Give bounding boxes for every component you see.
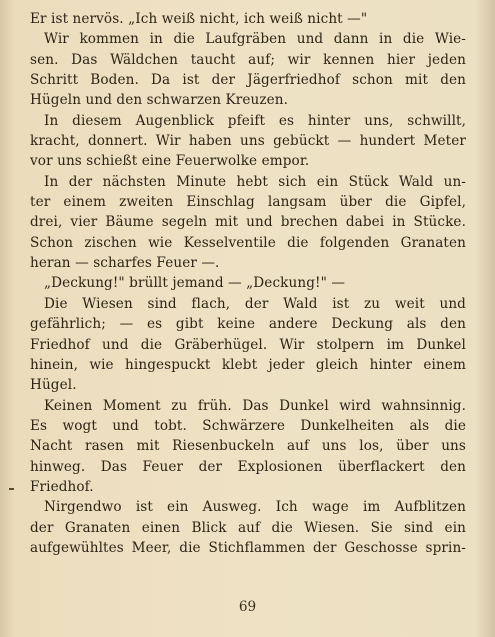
text-line: Friedhof und die Gräberhügel. Wir stolpern im Dunkel bbox=[30, 336, 466, 353]
margin-mark bbox=[9, 488, 14, 490]
text-line: sen. Das Wäldchen taucht auf; wir kennen hier jeden bbox=[30, 51, 466, 68]
text-line: Wir kommen in die Laufgräben und dann in die Wie- bbox=[44, 31, 466, 48]
text-line: Nirgendwo ist ein Ausweg. Ich wage im Aufblitzen bbox=[44, 499, 466, 516]
text-line: Er ist nervös. „Ich weiß nicht, ich weiß nicht —" bbox=[30, 11, 368, 27]
page-number: 69 bbox=[238, 599, 257, 615]
text-line: In diesem Augenblick pfeift es hinter uns, schwillt, bbox=[44, 112, 466, 129]
text-line: Hügel. bbox=[30, 377, 77, 394]
text-line: Schon zischen wie Kesselventile die folgenden Granaten bbox=[30, 234, 466, 251]
text-line: Hügeln und den schwarzen Kreuzen. bbox=[30, 92, 289, 109]
text-line: drei, vier Bäume segeln mit und brechen dabei in Stücke. bbox=[30, 214, 466, 231]
text-line: Die Wiesen sind flach, der Wald ist zu weit und bbox=[44, 295, 466, 312]
text-line: In der nächsten Minute hebt sich ein Stück Wald un- bbox=[44, 173, 466, 190]
text-line: Keinen Moment zu früh. Das Dunkel wird wahnsinnig. bbox=[44, 397, 466, 414]
text-line: hinweg. Das Feuer der Explosionen überflackert den bbox=[30, 458, 466, 475]
text-line: aufgewühltes Meer, die Stichflammen der Geschosse sprin- bbox=[30, 539, 466, 556]
text-line: Es wogt und tobt. Schwärzere Dunkelheiten als die bbox=[30, 417, 466, 434]
text-line: Schritt Boden. Da ist der Jägerfriedhof schon mit den bbox=[30, 72, 466, 89]
text-line: gefährlich; — es gibt keine andere Deckung als den bbox=[30, 316, 466, 333]
text-line: der Granaten einen Blick auf die Wiesen. Sie sind ein bbox=[30, 519, 466, 536]
text-line: „Deckung!" brüllt jemand — „Deckung!" — bbox=[44, 275, 346, 292]
body-text bbox=[30, 9, 466, 558]
text-line: hinein, wie hingespuckt klebt jeder gleich hinter einem bbox=[30, 356, 466, 373]
text-line: Friedhof. bbox=[30, 478, 94, 495]
text-line: vor uns schießt eine Feuerwolke empor. bbox=[30, 153, 310, 170]
text-line: heran — scharfes Feuer —. bbox=[30, 255, 220, 272]
text-line: kracht, donnert. Wir haben uns gebückt — hundert Meter bbox=[30, 133, 466, 150]
text-line: Nacht rasen mit Riesenbuckeln auf uns los, über uns bbox=[30, 438, 466, 455]
text-line: ter einem zweiten Einschlag langsam über die Gipfel, bbox=[30, 194, 466, 211]
